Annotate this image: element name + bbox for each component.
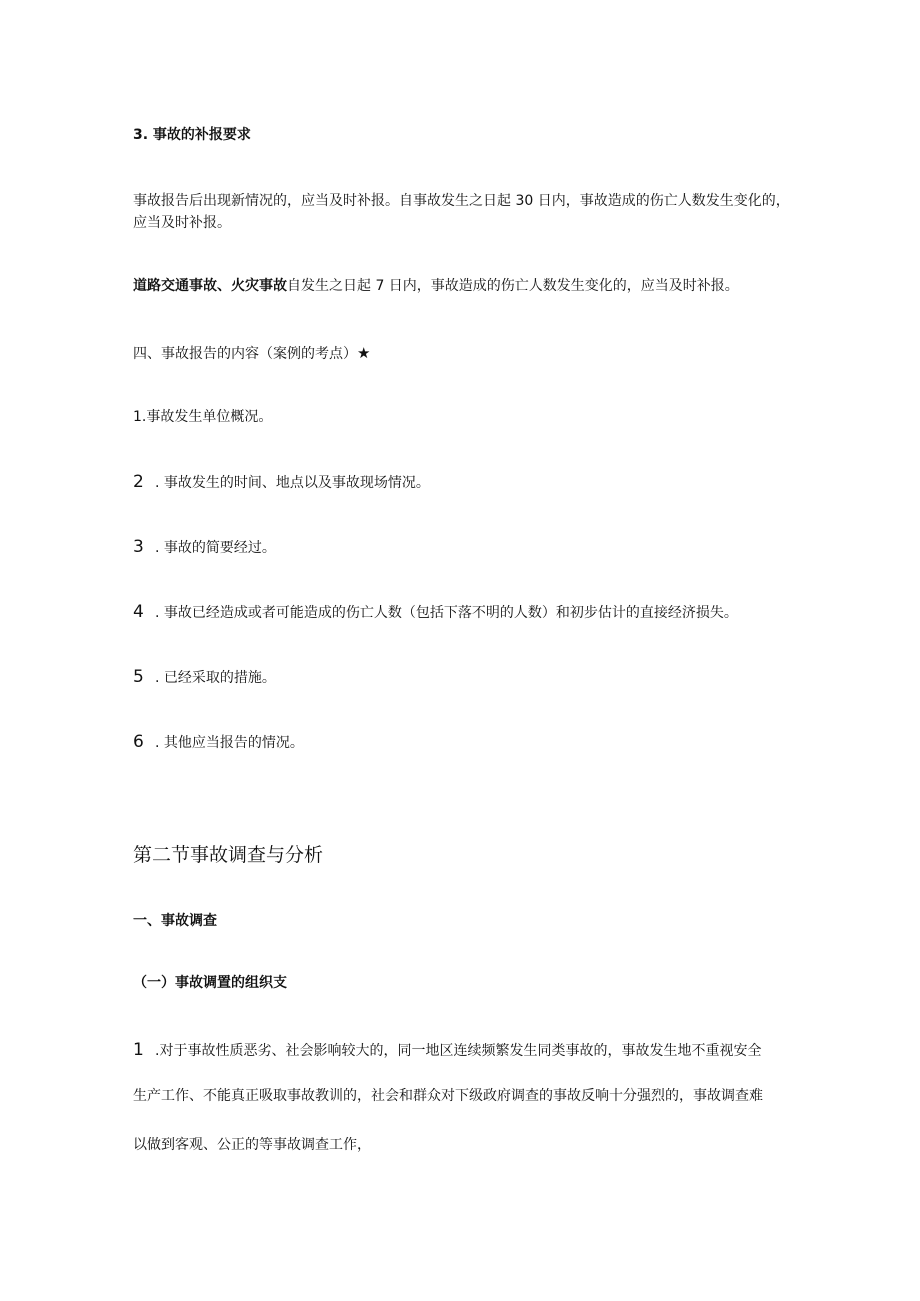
list-item-number: 3 (133, 537, 144, 557)
report-content-heading (133, 343, 793, 364)
paragraph-line-1-text: .对于事故性质恶劣、社会影响较大的，同一地区连续频繁发生同类事故的，事故发生地不重视安全 (155, 1043, 762, 1059)
list-item-number: 4 (133, 602, 144, 622)
report-content-heading-text: 四、事故报告的内容（案例的考点） (133, 346, 357, 362)
list-item-number: 2 (133, 472, 144, 492)
list-item-text: . 事故已经造成或者可能造成的伤亡人数（包括下落不明的人数）和初步估计的直接经济损失。 (155, 605, 738, 621)
traffic-fire-accident-bold: 道路交通事故、火灾事故 (133, 278, 287, 294)
list-item-text: . 已经采取的措施。 (155, 670, 276, 686)
supplement-paragraph-2 (133, 276, 793, 296)
sub-heading-accident-investigation: 一、事故调查 (133, 913, 217, 929)
paragraph-line-3: 以做到客观、公正的等事故调查工作， (133, 1137, 371, 1153)
supplement-title: 3. 事故的补报要求 (133, 127, 251, 143)
list-item (133, 602, 793, 623)
supplement-paragraph-1: 事故报告后出现新情况的，应当及时补报。自事故发生之日起 30 日内，事故造成的伤亡人数发生变化的，应当及时补报。 (133, 193, 790, 231)
list-item-number: 6 (133, 732, 144, 752)
list-item-text: . 其他应当报告的情况。 (155, 735, 304, 751)
list-item (133, 407, 793, 427)
list-item-number: 1. (133, 409, 147, 425)
list-item-text: . 事故的简要经过。 (155, 540, 276, 556)
paragraph-line-2: 生产工作、不能真正吸取事故教训的，社会和群众对下级政府调查的事故反响十分强烈的，事故调查难 (133, 1088, 763, 1104)
list-item-text: . 事故发生的时间、地点以及事故现场情况。 (155, 475, 430, 491)
supplement-paragraph-2-rest: 自发生之日起 7 日内，事故造成的伤亡人数发生变化的，应当及时补报。 (287, 278, 739, 294)
sub-heading-investigation-organization: （一）事故调置的组织支 (133, 975, 287, 991)
section-title: 第二节事故调查与分析 (133, 844, 324, 866)
paragraph-number: 1 (133, 1040, 144, 1060)
list-item-text: 事故发生单位概况。 (146, 409, 273, 425)
list-item (133, 732, 793, 753)
list-item-number: 5 (133, 667, 144, 687)
list-item (133, 667, 793, 688)
paragraph-line-1 (133, 1040, 793, 1061)
list-item (133, 472, 793, 493)
list-item (133, 537, 793, 558)
star-icon: ★ (357, 344, 371, 362)
